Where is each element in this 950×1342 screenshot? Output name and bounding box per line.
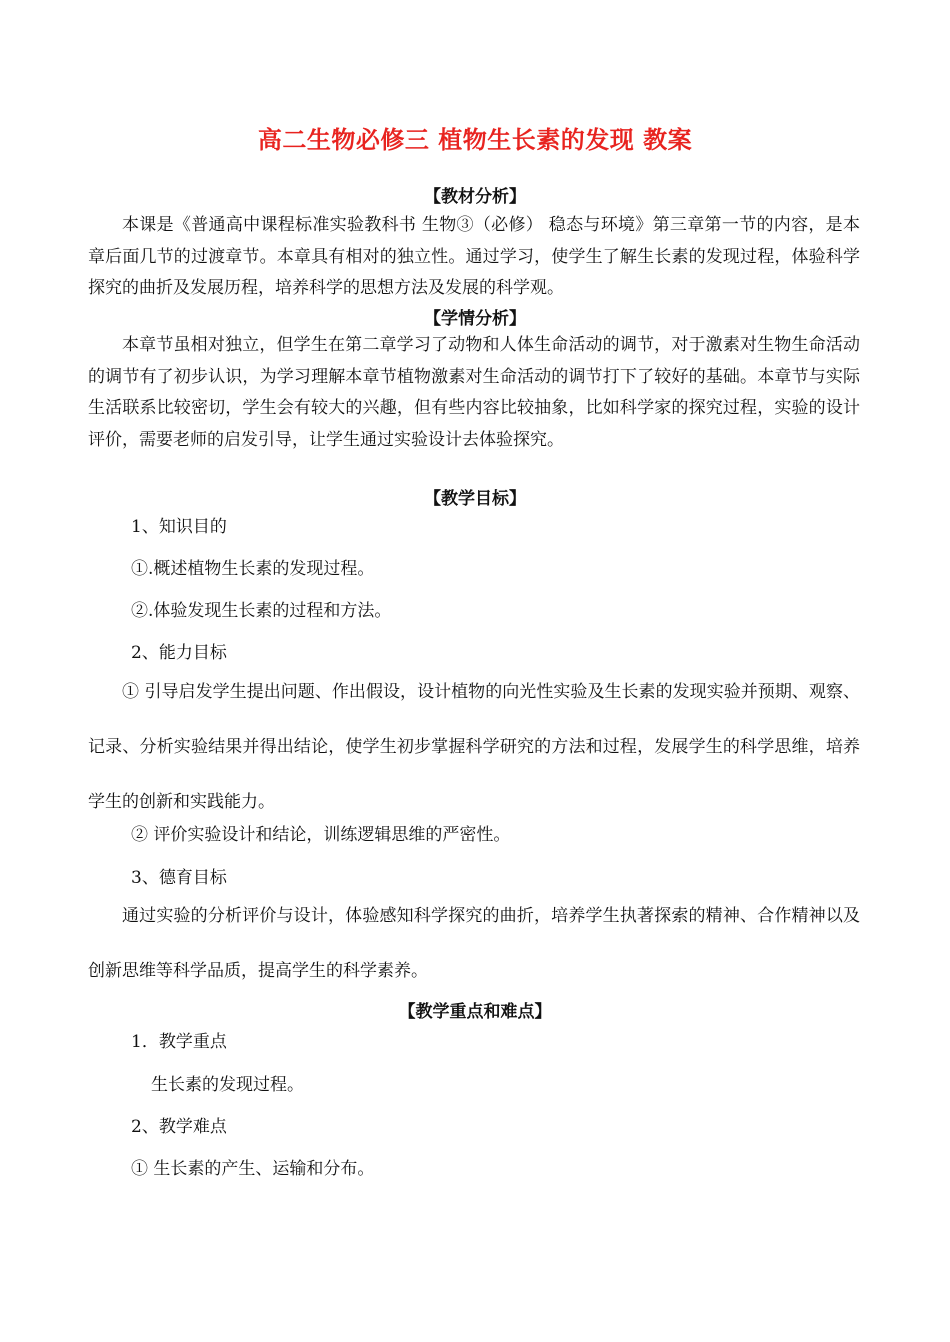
moral-goal-body: 通过实验的分析评价与设计，体验感知科学探究的曲折，培养学生执著探索的精神、合作精神以及创新思维等科学品质，提高学生的科学素养。 xyxy=(88,906,860,981)
paragraph-textbook-analysis: 本课是《普通高中课程标准实验教科书 生物③（必修） 稳态与环境》第三章第一节的内容，是本章后面几节的过渡章节。本章具有相对的独立性。通过学习，使学生了解生长素的发现过程，体验科学探究的曲折及发展历程，培养科学的思想方法及发展的科学观。 xyxy=(88,215,860,298)
document-title: 高二生物必修三 植物生长素的发现 教案 xyxy=(257,126,693,154)
knowledge-goal-item-2: ②.体验发现生长素的过程和方法。 xyxy=(131,601,392,621)
teaching-difficulty-item-1: ① 生长素的产生、运输和分布。 xyxy=(131,1159,375,1179)
knowledge-goal-item-1: ①.概述植物生长素的发现过程。 xyxy=(131,559,375,579)
ability-goal-item-1: ① 引导启发学生提出问题、作出假设，设计植物的向光性实验及生长素的发现实验并预期、观察、记录、分析实验结果并得出结论，使学生初步掌握科学研究的方法和过程，发展学生的科学思维，培养学生的创新和实践能力。 xyxy=(88,682,860,812)
paragraph-student-analysis: 本章节虽相对独立，但学生在第二章学习了动物和人体生命活动的调节，对于激素对生物生命活动的调节有了初步认识，为学习理解本章节植物激素对生命活动的调节打下了较好的基础。本章节与实际生活联系比较密切，学生会有较大的兴趣，但有些内容比较抽象，比如科学家的探究过程，实验的设计评价，需要老师的启发引导，让学生通过实验设计去体验探究。 xyxy=(88,335,860,450)
teaching-focus-body: 生长素的发现过程。 xyxy=(151,1075,304,1095)
heading-key-difficult-points: 【教学重点和难点】 xyxy=(398,1002,552,1022)
ability-goal-label: 2、能力目标 xyxy=(131,643,227,663)
moral-goal-label: 3、德育目标 xyxy=(131,868,227,888)
ability-goal-item-2: ② 评价实验设计和结论，训练逻辑思维的严密性。 xyxy=(131,825,511,845)
heading-student-analysis: 【学情分析】 xyxy=(424,309,526,329)
knowledge-goal-label: 1、知识目的 xyxy=(131,517,227,537)
teaching-difficulty-label: 2、教学难点 xyxy=(131,1117,227,1137)
heading-teaching-goals: 【教学目标】 xyxy=(424,489,526,509)
teaching-focus-label: 1．教学重点 xyxy=(131,1032,227,1052)
heading-textbook-analysis: 【教材分析】 xyxy=(424,187,526,207)
